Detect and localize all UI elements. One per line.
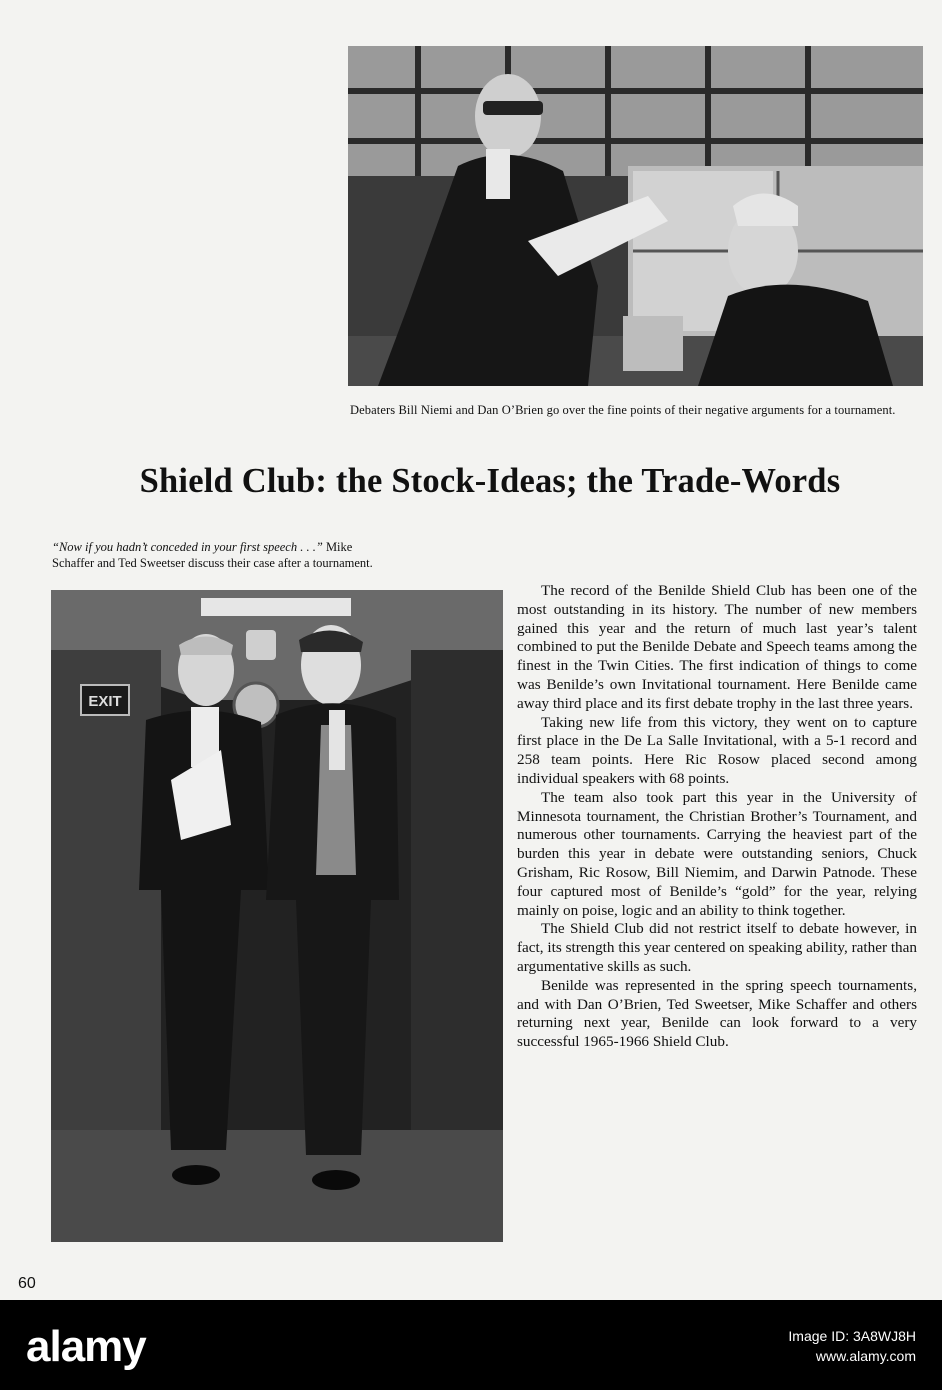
article-paragraph: The Shield Club did not restrict itself to debate however, in fact, its strength this year centered on speaking ability, rather than argumentative skills as such. [517,920,917,975]
left-photo-caption [52,539,382,571]
caption-quote: “Now if you hadn’t conceded in your first speech . . .” [52,540,323,554]
top-photo-caption: Debaters Bill Niemi and Dan O’Brien go over the fine points of their negative arguments for a tournament. [350,403,896,417]
students-hallway-photo [51,590,503,1242]
article-body [517,582,917,1052]
caption-text: Mike Schaffer and Ted Sweetser discuss their case after a tournament. [52,540,373,570]
page-number: 60 [18,1275,36,1292]
article-paragraph: The team also took part this year in the University of Minnesota tournament, the Christian Brother’s Tournament, and numerous other tournaments. Carrying the heaviest part of the burden this year in debate were outstanding seniors, Chuck Grisham, Ric Rosow, Bill Niemim, and Darwin Patnode. These four captured most of Benilde’s “gold” for the year, relying mainly on poise, logic and an ability to think together. [517,788,917,919]
page-headline: Shield Club: the Stock-Ideas; the Trade-Words [139,462,841,500]
alamy-logo: alamy [26,1322,146,1371]
exit-sign: EXIT [88,693,122,710]
image-id: Image ID: 3A8WJ8H [788,1328,916,1344]
image-reference [788,1326,916,1366]
article-paragraph: Benilde was represented in the spring speech tournaments, and with Dan O’Brien, Ted Sweetser, Mike Schaffer and others returning next year, Benilde can look forward to a very successful 1965-1966 Shield Club. [517,976,917,1051]
article-paragraph: The record of the Benilde Shield Club has been one of the most outstanding in its history. The number of new members gained this year and the return of much last year’s talent combined to put the Benilde Debate and Speech teams among the finest in the Twin Cities. The first indication of things to come was Benilde’s own Invitational tournament. Here Benilde came away third place and its first debate trophy in the last three years. [517,582,917,712]
debaters-photo [348,46,923,386]
article-paragraph: Taking new life from this victory, they went on to capture first place in the De La Salle Invitational, with a 5-1 record and 258 team points. Here Ric Rosow placed second among individual speakers with 68 points. [517,713,917,787]
site-url: www.alamy.com [815,1348,916,1364]
